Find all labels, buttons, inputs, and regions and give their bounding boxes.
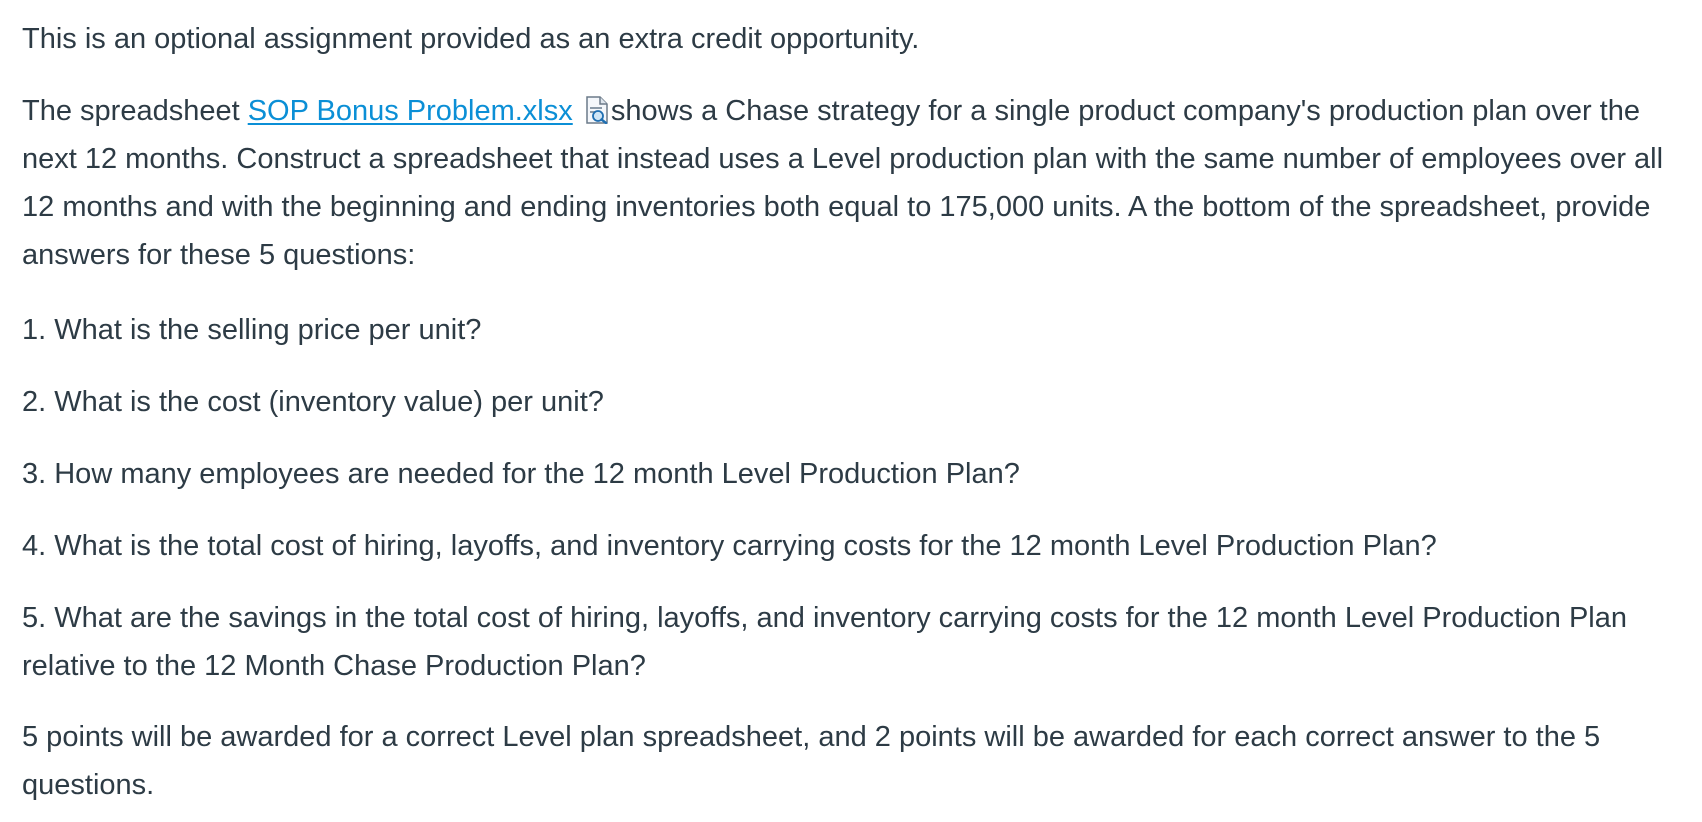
body-lead-text: The spreadsheet	[22, 95, 248, 127]
file-preview-icon[interactable]	[585, 91, 609, 119]
question-item: 4. What is the total cost of hiring, layoffs, and inventory carrying costs for the 12 month Level Production Plan?	[22, 530, 1437, 562]
intro-paragraph: This is an optional assignment provided as an extra credit opportunity.	[22, 23, 920, 55]
spreadsheet-file-link[interactable]: SOP Bonus Problem.xlsx	[247, 95, 573, 127]
scoring-paragraph: 5 points will be awarded for a correct Level plan spreadsheet, and 2 points will be awarded for each correct answer to the 5 questions.	[22, 721, 1601, 801]
question-item: 3. How many employees are needed for the 12 month Level Production Plan?	[22, 458, 1020, 490]
question-item: 5. What are the savings in the total cost of hiring, layoffs, and inventory carrying costs for the 12 month Level Production Plan relative to the 12 Month Chase Production Plan?	[22, 602, 1627, 682]
question-item: 1. What is the selling price per unit?	[22, 314, 482, 346]
body-paragraph	[22, 87, 1687, 279]
body-rest-text: shows a Chase strategy for a single product company's production plan over the next 12 months. Construct a spreadsheet that instead uses a Level production plan with the same number of employees over all 12 months and with the beginning and ending inventories both equal to 175,000 units. A the bottom of the spreadsheet, provide answers for these 5 questions:	[22, 95, 1664, 271]
question-item: 2. What is the cost (inventory value) per unit?	[22, 386, 604, 418]
